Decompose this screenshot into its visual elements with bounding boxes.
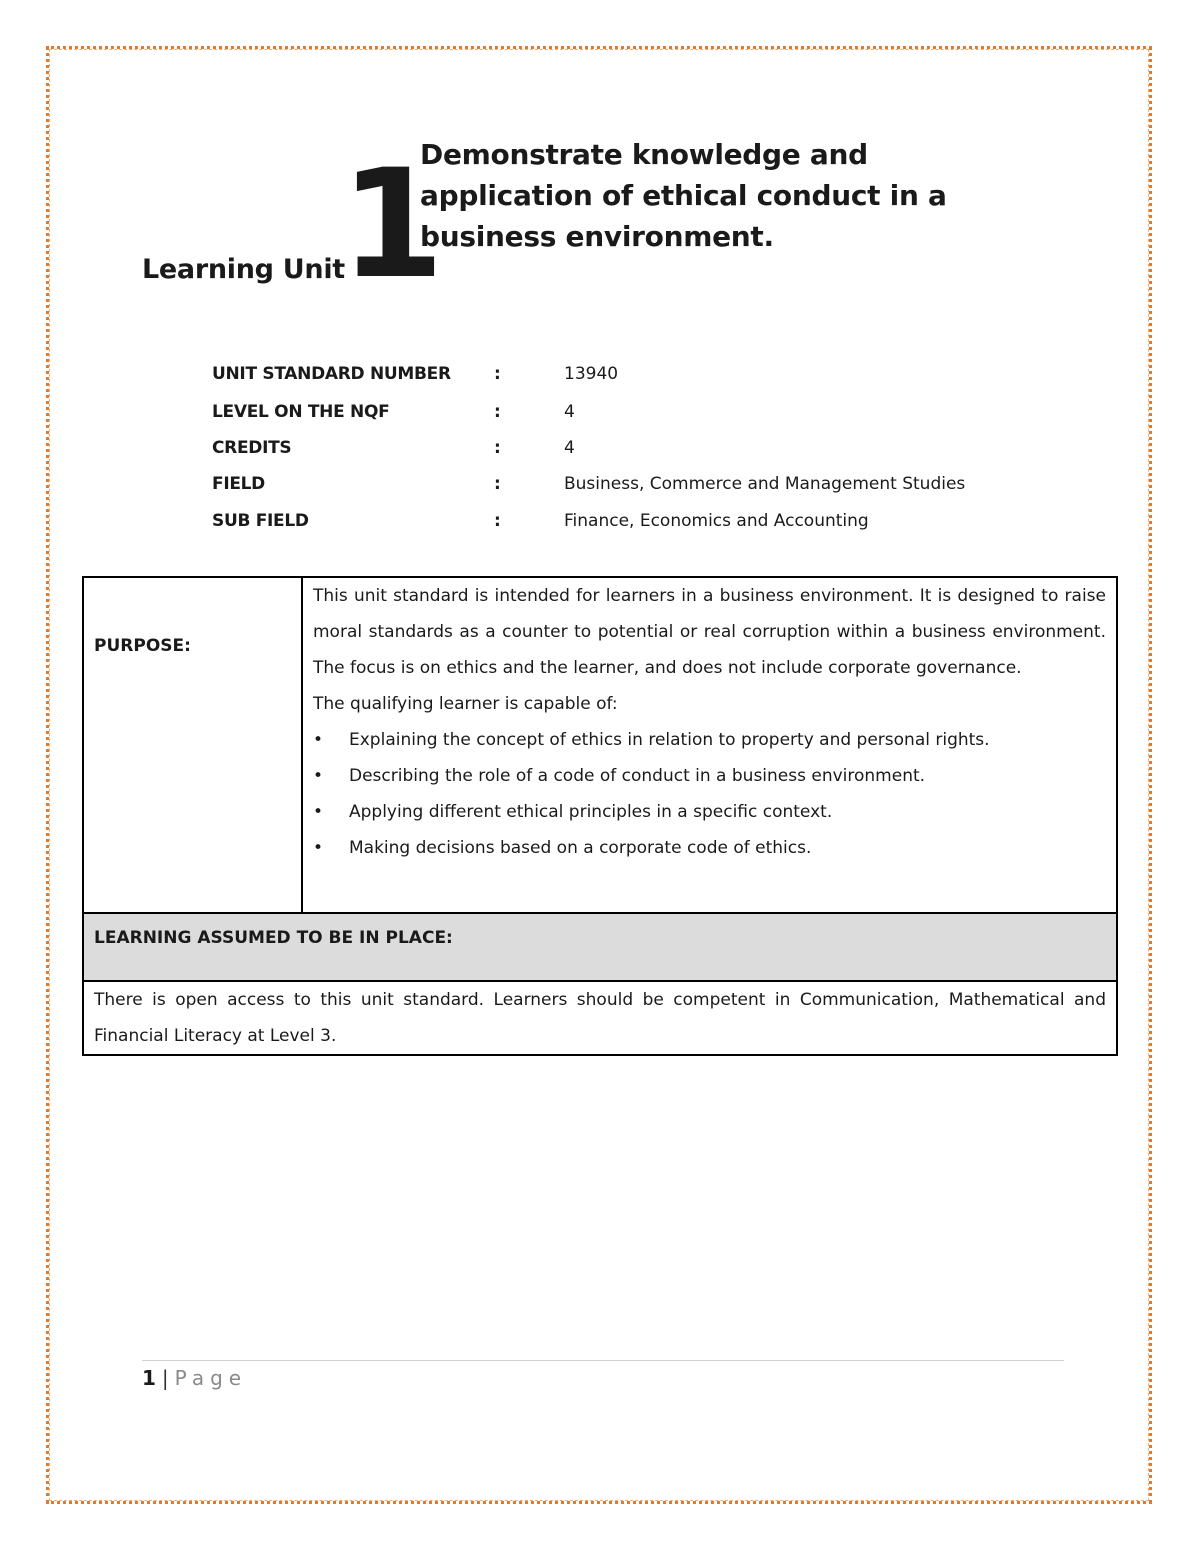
page-number: 1 — [142, 1366, 156, 1390]
list-item — [313, 794, 1106, 830]
info-value: 4 — [564, 402, 575, 422]
list-item-text: Making decisions based on a corporate code of ethics. — [349, 838, 812, 858]
purpose-label-cell — [84, 578, 303, 912]
footer-separator: | — [161, 1366, 169, 1390]
list-item-text: Explaining the concept of ethics in relation to property and personal rights. — [349, 730, 990, 750]
purpose-paragraph: This unit standard is intended for learners in a business environment. It is designed to raise moral standards as a counter to potential or real corruption within a business environment. The focus is on ethics and the learner, and does not include corporate governance. — [313, 586, 1106, 678]
learning-assumed-text: There is open access to this unit standard. Learners should be competent in Communication, Mathematical and Financial Literacy at Level 3. — [94, 990, 1106, 1046]
learning-unit-label: Learning Unit — [142, 254, 345, 285]
list-item-text: Applying different ethical principles in a specific context. — [349, 802, 833, 822]
purpose-intro: The qualifying learner is capable of: — [313, 694, 618, 714]
bullet-icon: • — [313, 838, 324, 858]
info-key: CREDITS — [212, 438, 292, 458]
info-colon: : — [494, 511, 501, 531]
info-colon: : — [494, 438, 501, 458]
bullet-icon: • — [313, 730, 324, 750]
learning-assumed-label: LEARNING ASSUMED TO BE IN PLACE: — [94, 928, 453, 948]
bullet-icon: • — [313, 766, 324, 786]
info-colon: : — [494, 402, 501, 422]
page-footer — [142, 1366, 247, 1390]
learning-unit-number: 1 — [340, 138, 441, 312]
bullet-icon: • — [313, 802, 324, 822]
page-word: Page — [174, 1366, 248, 1390]
list-item — [313, 830, 1106, 866]
learning-assumed-header — [84, 912, 1116, 982]
list-item — [313, 722, 1106, 758]
info-value: 13940 — [564, 364, 619, 384]
info-key: UNIT STANDARD NUMBER — [212, 364, 451, 384]
info-value: Business, Commerce and Management Studies — [564, 474, 966, 494]
info-key: LEVEL ON THE NQF — [212, 402, 390, 422]
list-item-text: Describing the role of a code of conduct in a business environment. — [349, 766, 926, 786]
purpose-content-cell — [313, 578, 1106, 866]
info-colon: : — [494, 474, 501, 494]
list-item — [313, 758, 1106, 794]
info-value: 4 — [564, 438, 575, 458]
purpose-label: PURPOSE: — [94, 636, 191, 656]
learning-unit-title: Demonstrate knowledge and application of ethical conduct in a business environment. — [420, 138, 947, 253]
info-colon: : — [494, 364, 501, 384]
unit-details-table — [82, 576, 1118, 1056]
purpose-list — [313, 722, 1106, 866]
info-key: FIELD — [212, 474, 265, 494]
footer-divider — [142, 1360, 1064, 1361]
info-key: SUB FIELD — [212, 511, 309, 531]
info-value: Finance, Economics and Accounting — [564, 511, 869, 531]
